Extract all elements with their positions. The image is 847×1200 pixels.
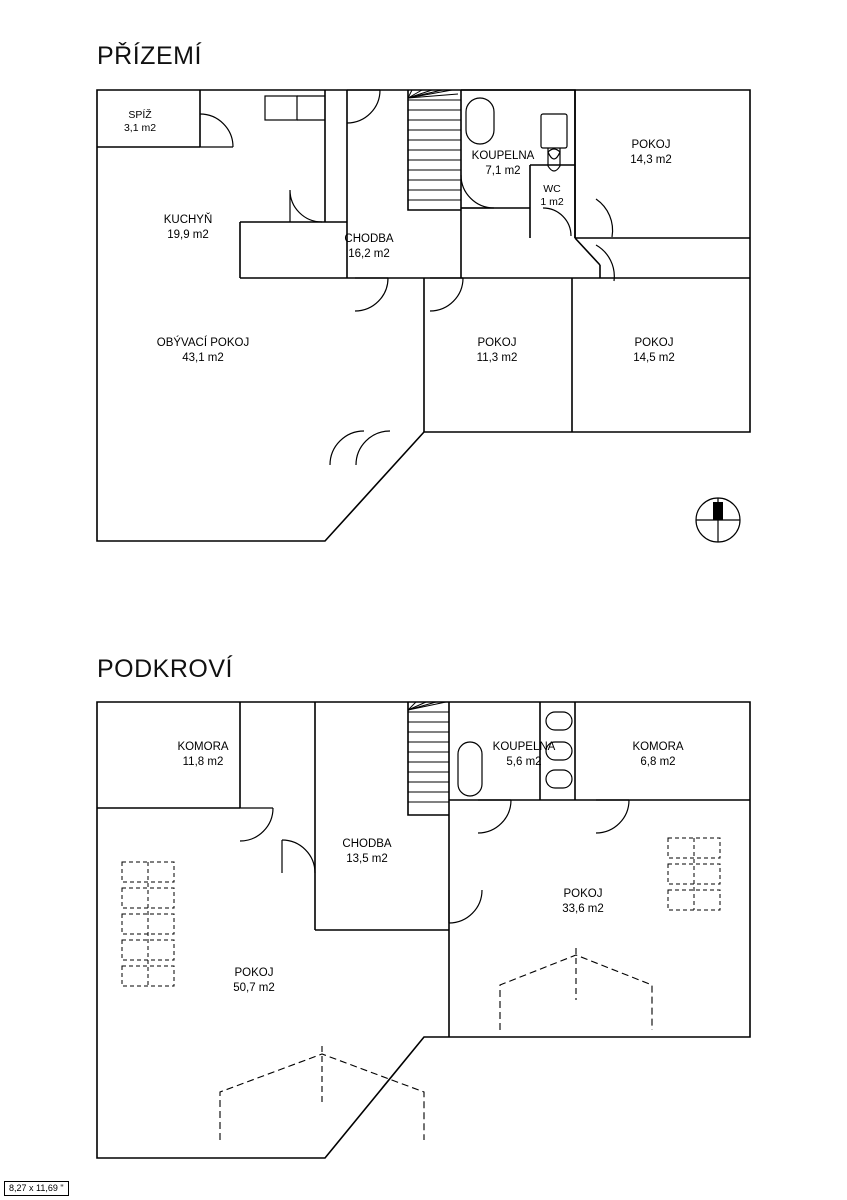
room-name: POKOJ [234, 967, 274, 979]
room-area: 16,2 m2 [348, 248, 390, 260]
room-label-pokoj-14-3 [630, 138, 672, 168]
room-area: 14,5 m2 [633, 352, 675, 364]
room-name: SPÍŽ [128, 109, 152, 121]
room-name: OBÝVACÍ POKOJ [156, 337, 250, 349]
room-label-koupelna-attic [493, 740, 556, 770]
room-area: 11,3 m2 [476, 352, 518, 364]
floor-title-attic: PODKROVÍ [97, 655, 233, 683]
room-name: WC [543, 183, 561, 195]
room-label-obyvaci-pokoj [157, 336, 249, 366]
room-label-wc [540, 183, 563, 209]
room-label-spiz [124, 109, 156, 135]
room-name: KOUPELNA [492, 741, 556, 753]
room-label-pokoj-14-5 [633, 336, 675, 366]
room-label-chodba [344, 232, 393, 262]
room-name: CHODBA [342, 838, 392, 850]
room-area: 19,9 m2 [167, 229, 209, 241]
room-area: 7,1 m2 [485, 165, 521, 177]
room-area: 6,8 m2 [640, 756, 676, 768]
room-name: KOUPELNA [471, 150, 535, 162]
room-label-pokoj-33-6 [562, 887, 604, 917]
room-label-chodba-attic [342, 837, 391, 867]
page-size-indicator: 8,27 x 11,69 " [4, 1181, 69, 1196]
room-label-pokoj-50-7 [233, 966, 275, 996]
room-area: 13,5 m2 [346, 853, 388, 865]
room-area: 14,3 m2 [630, 154, 672, 166]
room-label-pokoj-11-3 [477, 336, 518, 366]
room-area: 50,7 m2 [233, 982, 275, 994]
room-label-kuchyn [164, 213, 213, 243]
room-label-komora-6-8 [632, 740, 683, 770]
room-name: KUCHYŇ [163, 214, 213, 226]
room-area: 43,1 m2 [182, 352, 224, 364]
room-name: KOMORA [177, 741, 229, 753]
room-area: 11,8 m2 [182, 756, 224, 768]
room-area: 5,6 m2 [506, 756, 542, 768]
room-name: CHODBA [344, 233, 394, 245]
room-label-koupelna [472, 149, 535, 179]
room-name: POKOJ [563, 888, 603, 900]
room-area: 33,6 m2 [562, 903, 604, 915]
room-area: 1 m2 [540, 196, 564, 208]
room-area: 3,1 m2 [123, 122, 157, 134]
floor-title-ground: PŘÍZEMÍ [97, 42, 202, 70]
room-name: POKOJ [631, 139, 671, 151]
room-name: POKOJ [477, 337, 517, 349]
room-name: POKOJ [634, 337, 674, 349]
room-label-komora-11-8 [177, 740, 228, 770]
room-name: KOMORA [632, 741, 684, 753]
